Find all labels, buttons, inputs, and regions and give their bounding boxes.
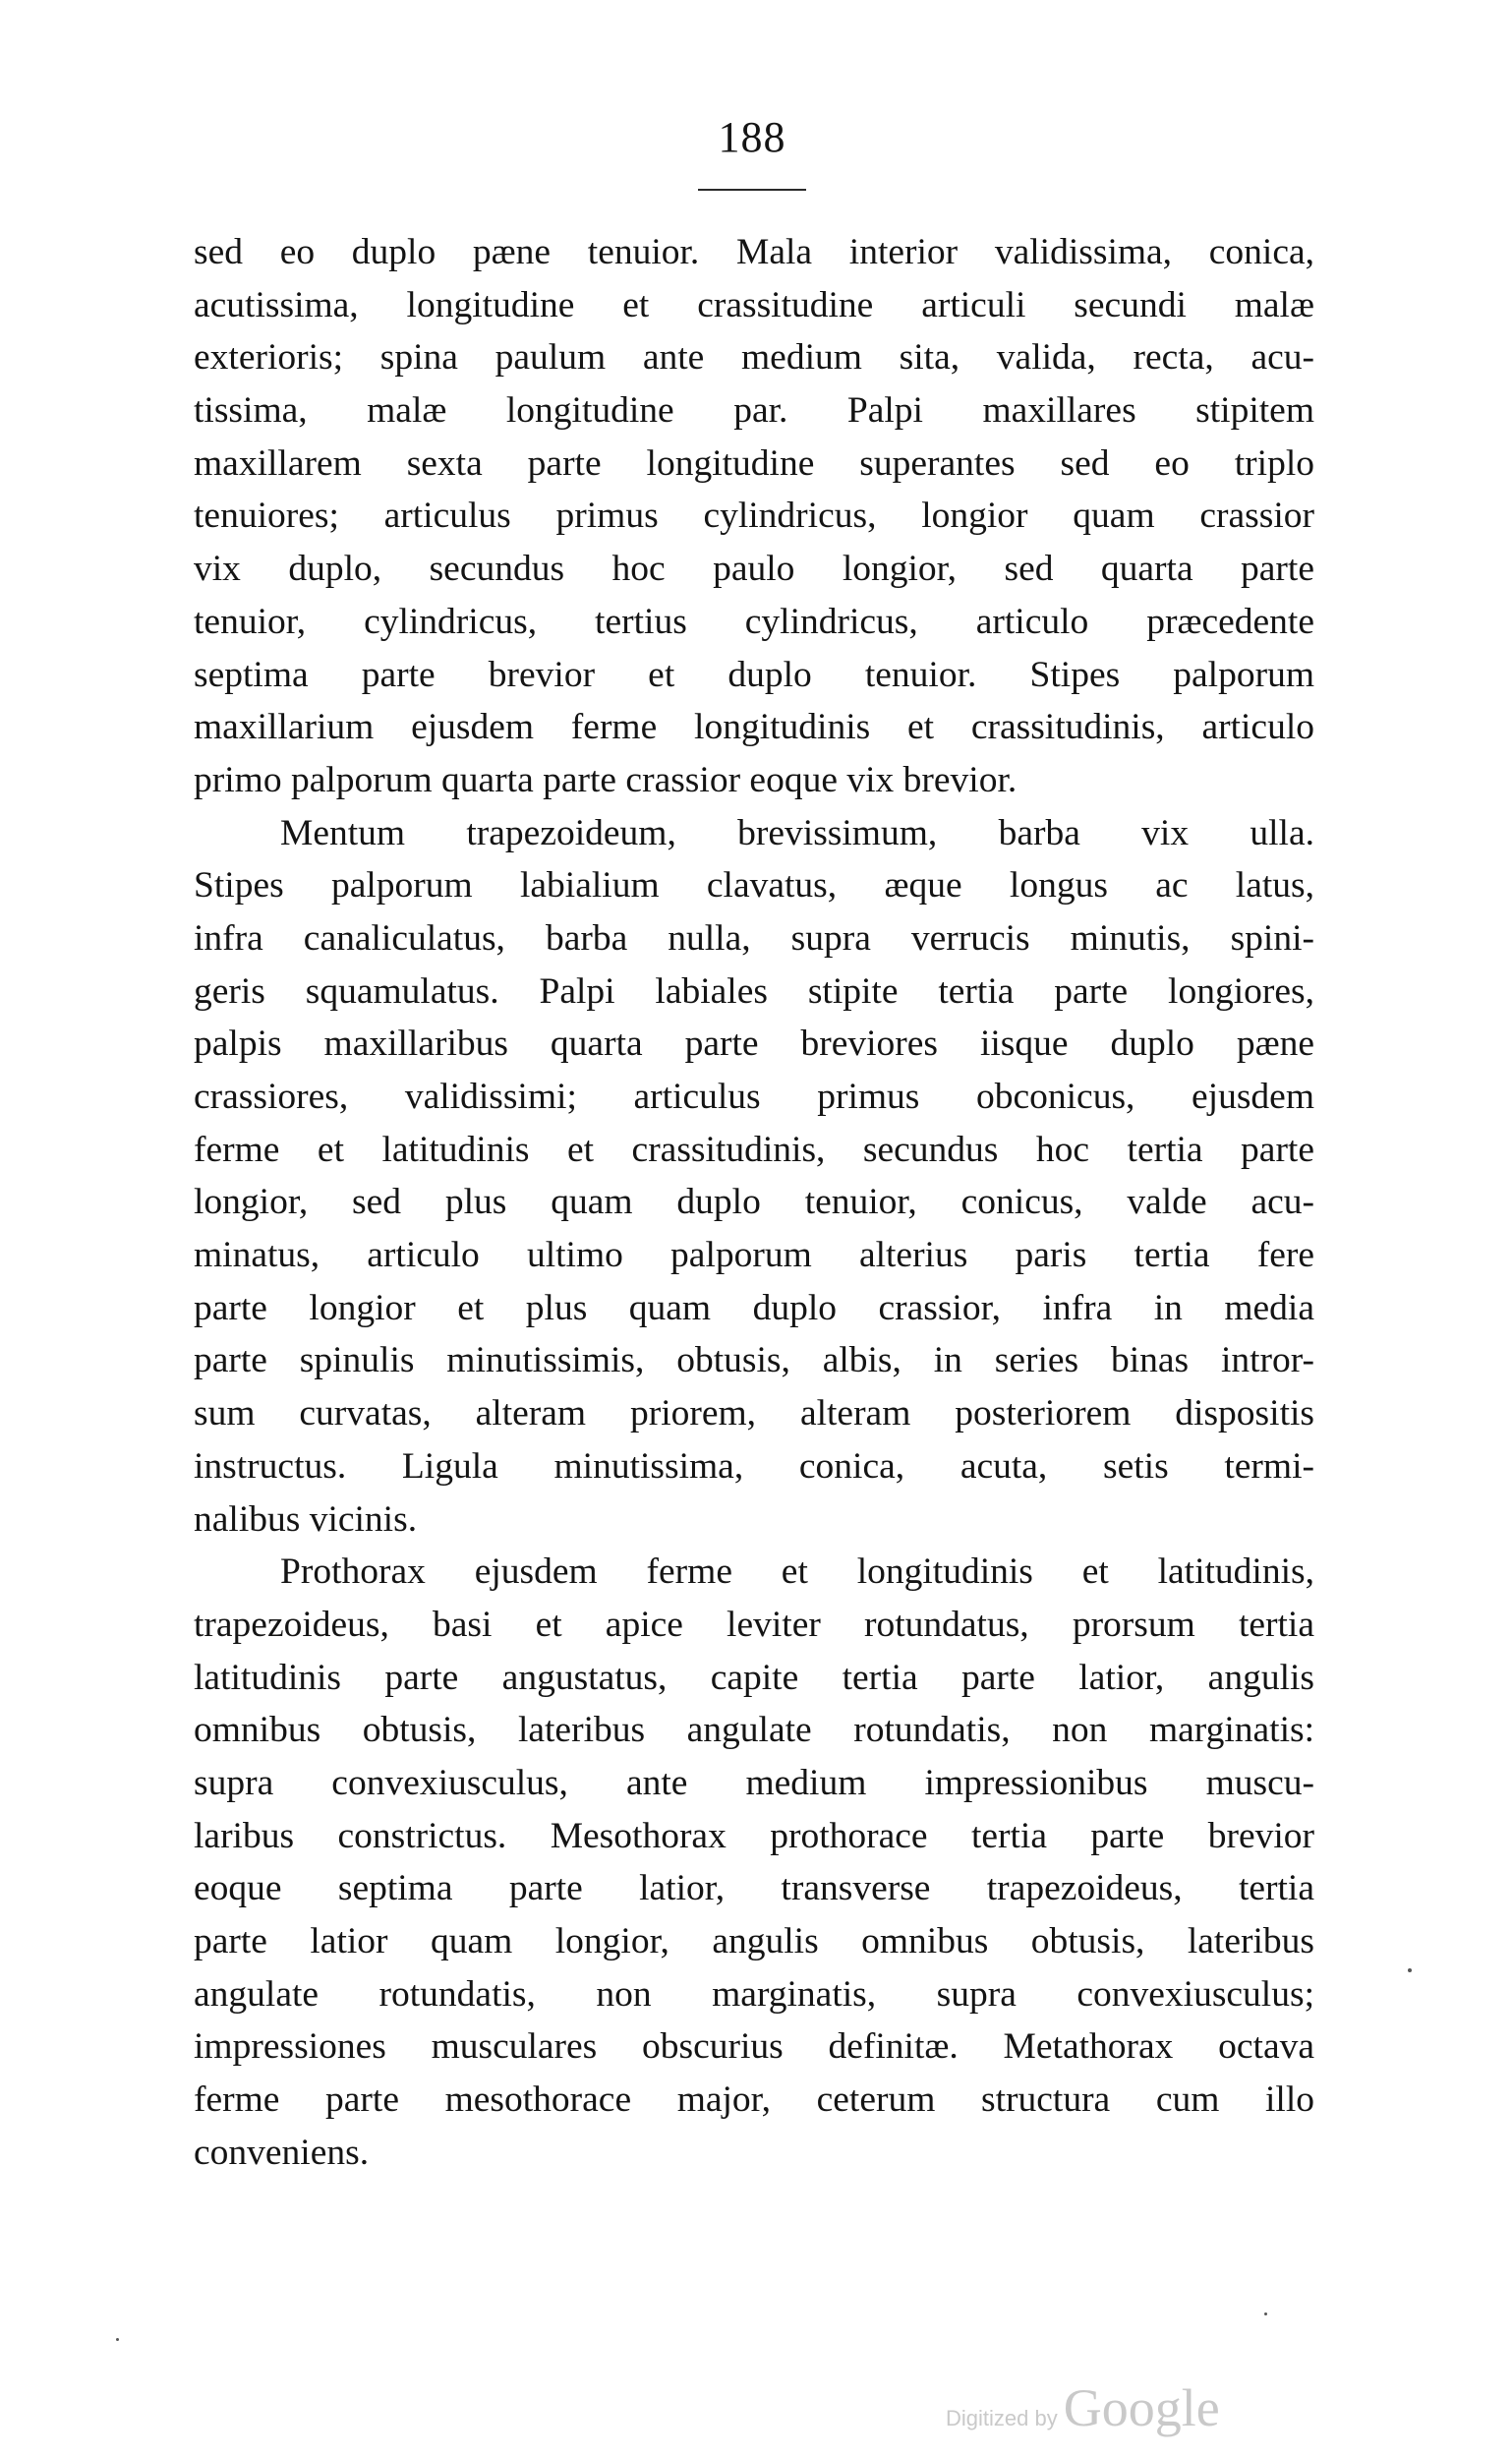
text-line: longior, sed plus quam duplo tenuior, conicus, valde acu- — [194, 1182, 1314, 1223]
text-line: tenuiores; articulus primus cylindricus, longior quam crassior — [194, 496, 1314, 537]
paragraph-start-line: Mentum trapezoideum, brevissimum, barba vix ulla. — [280, 812, 1314, 853]
text-line: latitudinis parte angustatus, capite tertia parte latior, angulis — [194, 1657, 1314, 1698]
text-line: primo palporum quarta parte crassior eoque vix brevior. — [194, 759, 1018, 800]
scan-speck — [1408, 1968, 1412, 1972]
text-line: infra canaliculatus, barba nulla, supra verrucis minutis, spini- — [194, 917, 1314, 959]
text-line: omnibus obtusis, lateribus angulate rotundatis, non marginatis: — [194, 1710, 1314, 1751]
text-line: ferme parte mesothorace major, ceterum structura cum illo — [194, 2079, 1314, 2121]
paragraph-start-line: Prothorax ejusdem ferme et longitudinis et latitudinis, — [280, 1551, 1314, 1593]
scan-speck — [116, 2338, 119, 2341]
text-line: exterioris; spina paulum ante medium sita, valida, recta, acu- — [194, 337, 1314, 379]
text-line: instructus. Ligula minutissima, conica, acuta, setis termi- — [194, 1445, 1314, 1487]
text-line: sum curvatas, alteram priorem, alteram posteriorem dispositis — [194, 1393, 1314, 1434]
text-line: supra convexiusculus, ante medium impressionibus muscu- — [194, 1762, 1314, 1803]
text-line: septima parte brevior et duplo tenuior. Stipes palporum — [194, 654, 1314, 695]
text-line: acutissima, longitudine et crassitudine articuli secundi malæ — [194, 284, 1314, 325]
text-line: maxillarem sexta parte longitudine superantes sed eo triplo — [194, 442, 1314, 484]
text-line: geris squamulatus. Palpi labiales stipite tertia parte longiores, — [194, 970, 1314, 1012]
text-line: maxillarium ejusdem ferme longitudinis et crassitudinis, articulo — [194, 707, 1314, 748]
text-line: parte latior quam longior, angulis omnibus obtusis, lateribus — [194, 1921, 1314, 1961]
text-line: palpis maxillaribus quarta parte breviores iisque duplo pæne — [194, 1024, 1314, 1065]
text-line: nalibus vicinis. — [194, 1498, 418, 1540]
text-line: parte spinulis minutissimis, obtusis, albis, in series binas intror- — [194, 1340, 1314, 1381]
text-line: trapezoideus, basi et apice leviter rotundatus, prorsum tertia — [194, 1604, 1314, 1645]
text-line: eoque septima parte latior, transverse trapezoideus, tertia — [194, 1868, 1314, 1909]
text-line: laribus constrictus. Mesothorax prothorace tertia parte brevior — [194, 1815, 1314, 1856]
text-line: conveniens. — [194, 2132, 370, 2173]
google-logo: Google — [1063, 2378, 1220, 2437]
text-line: tenuior, cylindricus, tertius cylindricus, articulo præcedente — [194, 601, 1314, 642]
scan-speck — [1264, 2312, 1267, 2315]
text-line: impressiones musculares obscurius definitæ. Metathorax octava — [194, 2026, 1314, 2068]
text-line: crassiores, validissimi; articulus primus obconicus, ejusdem — [194, 1077, 1314, 1117]
text-line: ferme et latitudinis et crassitudinis, secundus hoc tertia parte — [194, 1129, 1314, 1170]
text-line: vix duplo, secundus hoc paulo longior, sed quarta parte — [194, 549, 1314, 590]
page-number-underline — [698, 189, 806, 191]
page-number: 188 — [718, 113, 786, 161]
text-line: angulate rotundatis, non marginatis, supra convexiusculus; — [194, 1973, 1314, 2015]
text-line: minatus, articulo ultimo palporum alterius paris tertia fere — [194, 1235, 1314, 1276]
text-line: sed eo duplo pæne tenuior. Mala interior validissima, conica, — [194, 232, 1314, 272]
text-line: tissima, malæ longitudine par. Palpi maxillares stipitem — [194, 390, 1314, 432]
text-line: Stipes palporum labialium clavatus, æque longus ac latus, — [194, 865, 1314, 907]
digitized-by-watermark — [946, 2377, 1270, 2436]
watermark-prefix: Digitized by — [946, 2406, 1058, 2430]
body-text — [194, 226, 1314, 2179]
text-line: parte longior et plus quam duplo crassior, infra in media — [194, 1287, 1314, 1328]
